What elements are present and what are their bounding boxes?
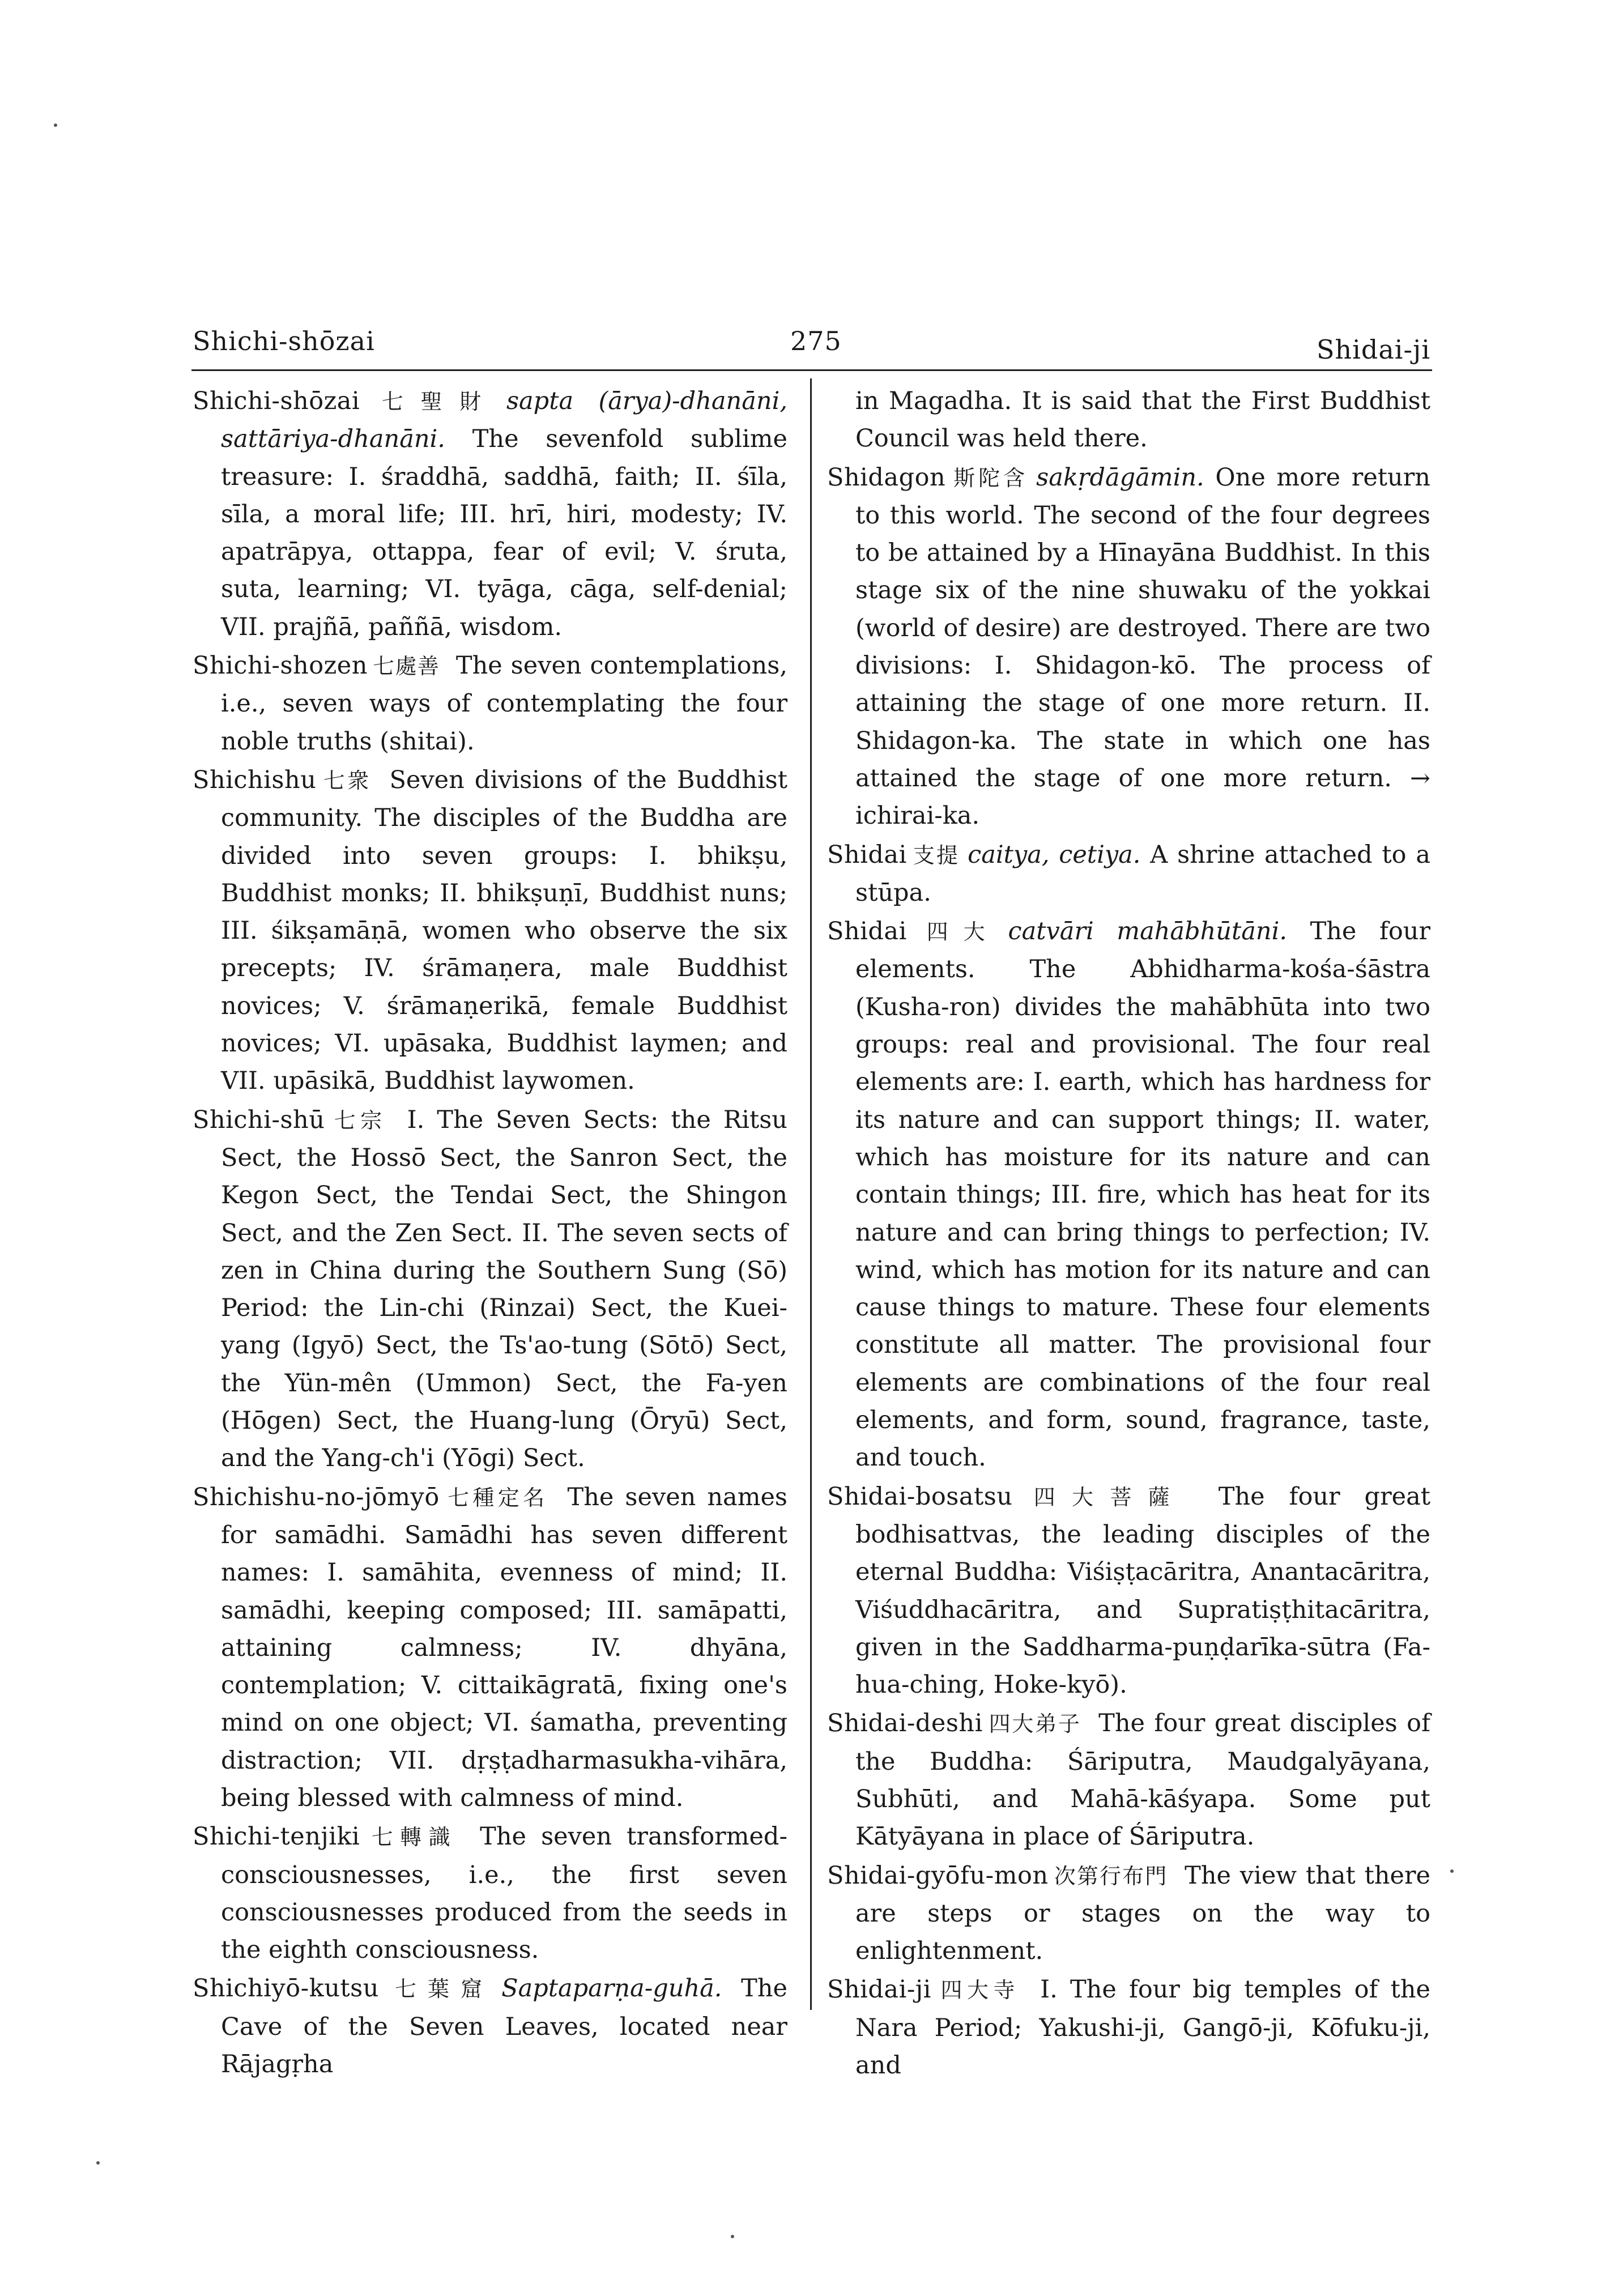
kanji: 四大寺 <box>935 1978 1020 2003</box>
dictionary-entry <box>827 1857 1430 1970</box>
kanji: 次第行布門 <box>1053 1863 1168 1889</box>
kanji: 七宗 <box>329 1107 387 1133</box>
kanji: 七衆 <box>321 768 372 793</box>
dictionary-entry <box>193 382 787 646</box>
headword: Shichi-shozen <box>193 651 368 680</box>
definition: The four elements. The Abhidharma-kośa-śāstra (Kusha-ron) divides the mahābhūta into two groups: real and provisional. The four real elements are: I. earth, which has hardness for its nature and can support things; II. water, which has moisture for its nature and can contain things; III. fire, which has heat for its nature and can bring things to perfection; IV. wind, which has motion for its nature and can cause things to mature. These four elements constitute all matter. The provisional four elements are combinations of the four real elements, and form, sound, fragrance, taste, and touch. <box>855 917 1430 1472</box>
definition: The Cave of the Seven Leaves, located near Rājagṛha <box>221 1974 787 2079</box>
headword: Shichi-shōzai <box>193 387 360 415</box>
dictionary-entry <box>193 1970 787 2083</box>
headword: Shidai-bosatsu <box>827 1482 1013 1511</box>
headword: Shidai <box>827 840 907 869</box>
kanji: 四大 <box>911 919 1000 945</box>
kanji: 七轉識 <box>364 1825 458 1850</box>
definition: Seven divisions of the Buddhist community. The disciples of the Buddha are divided into seven groups: I. bhikṣu, Buddhist monks; II. bhikṣuṇī, Buddhist nuns; III. śikṣamāṇā, women who observe the six precepts; IV. śrāmaṇera, male Buddhist novices; V. śrāmaṇerikā, female Buddhist novices; VI. upāsaka, Buddhist laymen; and VII. upāsikā, Buddhist laywomen. <box>221 765 787 1096</box>
headword: Shichishu <box>193 765 317 794</box>
running-head-left: Shichi-shōzai <box>193 326 375 356</box>
headword: Shidai-deshi <box>827 1709 983 1738</box>
headword: Shidai-ji <box>827 1975 931 2004</box>
dictionary-entry <box>193 1818 787 1969</box>
definition: The seven names for samādhi. Samādhi has seven different names: I. samāhita, evenness of mind; II. samādhi, keeping composed; III. samāpatti, attaining calmness; IV. dhyāna, contemplation; V. cittaikāgratā, fixing one's mind on one object; VI. śamatha, preventing distraction; VII. dṛṣṭadharmasukha-vihāra, being blessed with calmness of mind. <box>221 1483 787 1812</box>
headword: Shichi-shū <box>193 1105 325 1134</box>
dictionary-entry <box>827 1971 1430 2084</box>
definition: The view that there are steps or stages on the way to enlightenment. <box>855 1861 1430 1966</box>
header-rule <box>191 369 1432 371</box>
column-divider <box>810 378 812 2010</box>
sanskrit-term: caitya, cetiya. <box>968 840 1141 869</box>
definition: The four great disciples of the Buddha: Śāriputra, Maudgalyāyana, Subhūti, and Mahā-kāśyapa. Some put Kātyāyana in place of Śāriputra. <box>855 1709 1430 1851</box>
headword: Shidai-gyōfu-mon <box>827 1861 1049 1890</box>
scan-speck <box>96 2161 100 2165</box>
headword: Shidagon <box>827 463 946 492</box>
scan-speck <box>1450 1869 1454 1873</box>
definition: I. The Seven Sects: the Ritsu Sect, the Hossō Sect, the Sanron Sect, the Kegon Sect, the Tendai Sect, the Shingon Sect, and the Zen Sect. II. The seven sects of zen in China during the Southern Sung (Sō) Period: the Lin-chi (Rinzai) Sect, the Kuei-yang (Igyō) Sect, the Ts'ao-tung (Sōtō) Sect, the Yün-mên (Ummon) Sect, the Fa-yen (Hōgen) Sect, the Huang-lung (Ōryū) Sect, and the Yang-ch'i (Yōgi) Sect. <box>221 1105 787 1473</box>
dictionary-entry <box>827 1705 1430 1855</box>
kanji: 支提 <box>911 842 960 868</box>
dictionary-entry <box>827 459 1430 835</box>
kanji: 七處善 <box>372 654 440 679</box>
sanskrit-term: Saptaparṇa-guhā. <box>501 1974 722 2003</box>
kanji: 七葉窟 <box>383 1976 494 2002</box>
sanskrit-term: sapta (ārya)-dhanāni, sattāriya-dhanāni. <box>221 387 787 454</box>
left-column <box>193 382 787 2084</box>
running-head-right: Shidai-ji <box>1317 334 1430 365</box>
headword: Shidai <box>827 917 907 946</box>
scan-speck <box>731 2235 734 2238</box>
kanji: 斯陀含 <box>950 465 1029 491</box>
dictionary-entry <box>193 1479 787 1817</box>
headword: Shichi-tenjiki <box>193 1822 360 1851</box>
dictionary-entry <box>193 761 787 1100</box>
dictionary-entry <box>827 1478 1430 1704</box>
dictionary-entry <box>827 913 1430 1476</box>
kanji: 四大弟子 <box>987 1711 1081 1737</box>
definition: One more return to this world. The second of the four degrees to be attained by a Hīnayāna Buddhist. In this stage six of the nine shuwaku of the yokkai (world of desire) are destroyed. There are two divisions: I. Shidagon-kō. The process of attaining the stage of one more return. II. Shidagon-ka. The state in which one has attained the stage of one more return. → ichirai-ka. <box>855 463 1430 830</box>
page-number: 275 <box>790 326 842 356</box>
definition: The four great bodhisattvas, the leading disciples of the eternal Buddha: Viśiṣṭacāritra, Anantacāritra, Viśuddhacāritra, and Supratiṣṭhitacāritra, given in the Saddharma-puṇḍarīka-sūtra (Fa-hua-ching, Hoke-kyō). <box>855 1482 1430 1699</box>
right-column <box>827 382 1430 2085</box>
sanskrit-term: catvāri mahābhūtāni. <box>1008 917 1287 946</box>
sanskrit-term: sakṛdāgāmin. <box>1036 463 1204 492</box>
definition: The sevenfold sublime treasure: I. śraddhā, saddhā, faith; II. śīla, sīla, a moral life; III. hrī, hiri, modesty; IV. apatrāpya, ottappa, fear of evil; V. śruta, suta, learning; VI. tyāga, cāga, self-denial; VII. prajñā, paññā, wisdom. <box>221 425 788 641</box>
dictionary-entry <box>193 1101 787 1477</box>
headword: Shichiyō-kutsu <box>193 1974 379 2003</box>
continuation-text: in Magadha. It is said that the First Buddhist Council was held there. <box>855 387 1430 453</box>
definition: The seven contemplations, i.e., seven ways of contemplating the four noble truths (shitai). <box>221 651 787 756</box>
headword: Shichishu-no-jōmyō <box>193 1483 440 1511</box>
definition: I. The four big temples of the Nara Period; Yakushi-ji, Gangō-ji, Kōfuku-ji, and <box>855 1975 1430 2080</box>
definition: A shrine attached to a stūpa. <box>855 840 1430 907</box>
kanji: 四大菩薩 <box>1017 1484 1186 1510</box>
definition: The seven transformed-consciousnesses, i.e., the first seven consciousnesses produced from the seeds in the eighth consciousness. <box>221 1822 787 1965</box>
dictionary-entry <box>827 836 1430 912</box>
kanji: 七種定名 <box>444 1485 548 1510</box>
dictionary-entry <box>193 647 787 760</box>
kanji: 七聖財 <box>364 389 499 414</box>
scan-speck <box>54 123 57 127</box>
